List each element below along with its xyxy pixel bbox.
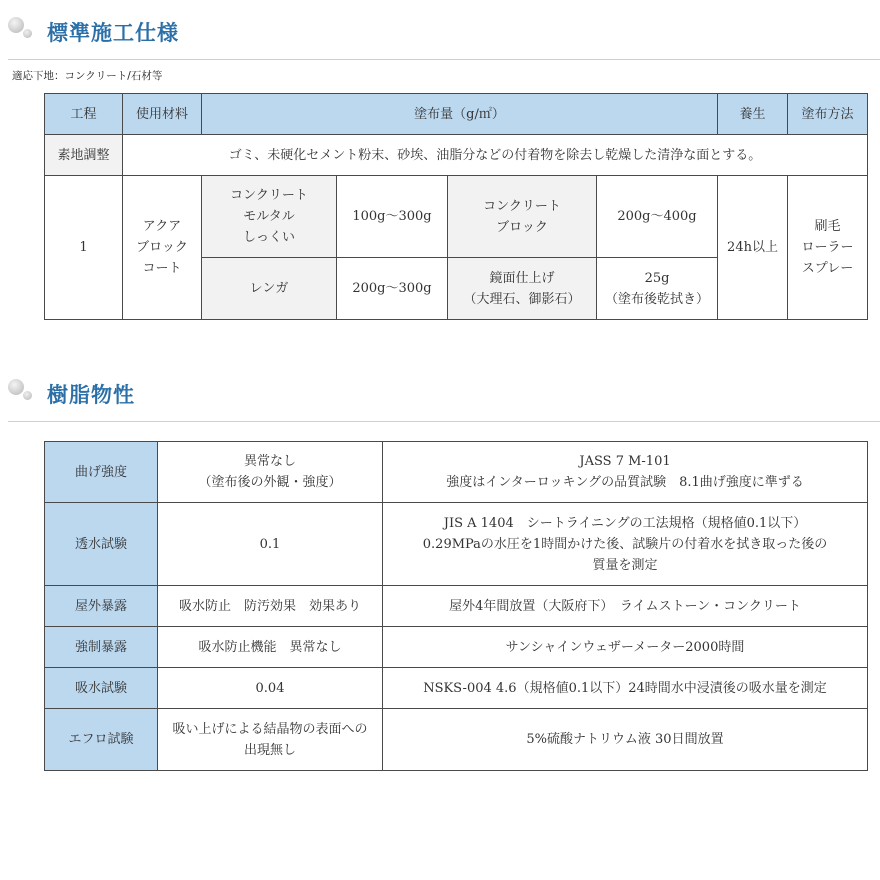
application-method: 刷毛 ローラー スプレー bbox=[788, 176, 868, 320]
material-name: アクア ブロック コート bbox=[123, 176, 202, 320]
property-result: 吸水防止機能 異常なし bbox=[158, 627, 383, 668]
amount-brick: 200g～300g bbox=[337, 258, 448, 320]
divider bbox=[8, 59, 880, 60]
substrate-mirror-finish: 鏡面仕上げ （大理石、御影石） bbox=[448, 258, 597, 320]
property-detail: 5%硫酸ナトリウム液 30日間放置 bbox=[383, 709, 868, 771]
property-detail: JASS 7 M-101 強度はインターロッキングの品質試験 8.1曲げ強度に準ずる bbox=[383, 442, 868, 503]
header-curing: 養生 bbox=[718, 94, 788, 135]
property-label: 透水試験 bbox=[45, 503, 158, 586]
property-result: 吸水防止 防汚効果 効果あり bbox=[158, 586, 383, 627]
table-row bbox=[45, 709, 868, 771]
header-method: 塗布方法 bbox=[788, 94, 868, 135]
bullet-circle-small-icon bbox=[23, 29, 32, 38]
header-material: 使用材料 bbox=[123, 94, 202, 135]
spec-table bbox=[44, 93, 868, 320]
step-number: 1 bbox=[45, 176, 123, 320]
substrate-note: 適応下地：コンクリート/石材等 bbox=[12, 70, 163, 82]
substrate-concrete-mortar: コンクリート モルタル しっくい bbox=[202, 176, 337, 258]
curing-time: 24h以上 bbox=[718, 176, 788, 320]
amount-concrete-block: 200g～400g bbox=[597, 176, 718, 258]
property-result: 0.04 bbox=[158, 668, 383, 709]
table-row bbox=[45, 442, 868, 503]
properties-table bbox=[44, 441, 868, 771]
bullet-circle-small-icon bbox=[23, 391, 32, 400]
property-result: 異常なし （塗布後の外観・強度） bbox=[158, 442, 383, 503]
property-detail: JIS A 1404 シートライニングの工法規格（規格値0.1以下） 0.29MPaの水圧を1時間かけた後、試験片の付着水を拭き取った後の 質量を測定 bbox=[383, 503, 868, 586]
amount-mirror-finish: 25g （塗布後乾拭き） bbox=[597, 258, 718, 320]
prep-text: ゴミ、未硬化セメント粉末、砂埃、油脂分などの付着物を除去し乾燥した清浄な面とする。 bbox=[123, 135, 868, 176]
property-label: 曲げ強度 bbox=[45, 442, 158, 503]
prep-label: 素地調整 bbox=[45, 135, 123, 176]
table-row bbox=[45, 586, 868, 627]
table-row bbox=[45, 627, 868, 668]
table-row bbox=[45, 503, 868, 586]
property-label: 吸水試験 bbox=[45, 668, 158, 709]
property-label: 屋外暴露 bbox=[45, 586, 158, 627]
header-coverage: 塗布量（g/㎡） bbox=[202, 94, 718, 135]
property-detail: 屋外4年間放置（大阪府下） ライムストーン・コンクリート bbox=[383, 586, 868, 627]
property-label: エフロ試験 bbox=[45, 709, 158, 771]
property-detail: サンシャインウェザーメーター2000時間 bbox=[383, 627, 868, 668]
section-heading-spec bbox=[0, 0, 880, 45]
section-title-spec: 標準施工仕様 bbox=[47, 20, 179, 45]
amount-concrete-mortar: 100g～300g bbox=[337, 176, 448, 258]
header-process: 工程 bbox=[45, 94, 123, 135]
substrate-concrete-block: コンクリート ブロック bbox=[448, 176, 597, 258]
section-title-properties: 樹脂物性 bbox=[47, 382, 135, 407]
substrate-brick: レンガ bbox=[202, 258, 337, 320]
table-row bbox=[45, 668, 868, 709]
bullet-circle-icon bbox=[8, 379, 24, 395]
property-result: 0.1 bbox=[158, 503, 383, 586]
property-detail: NSKS-004 4.6（規格値0.1以下）24時間水中浸漬後の吸水量を測定 bbox=[383, 668, 868, 709]
property-result: 吸い上げによる結晶物の表面への 出現無し bbox=[158, 709, 383, 771]
bullet-circle-icon bbox=[8, 17, 24, 33]
section-heading-properties bbox=[0, 362, 880, 407]
divider bbox=[8, 421, 880, 422]
property-label: 強制暴露 bbox=[45, 627, 158, 668]
